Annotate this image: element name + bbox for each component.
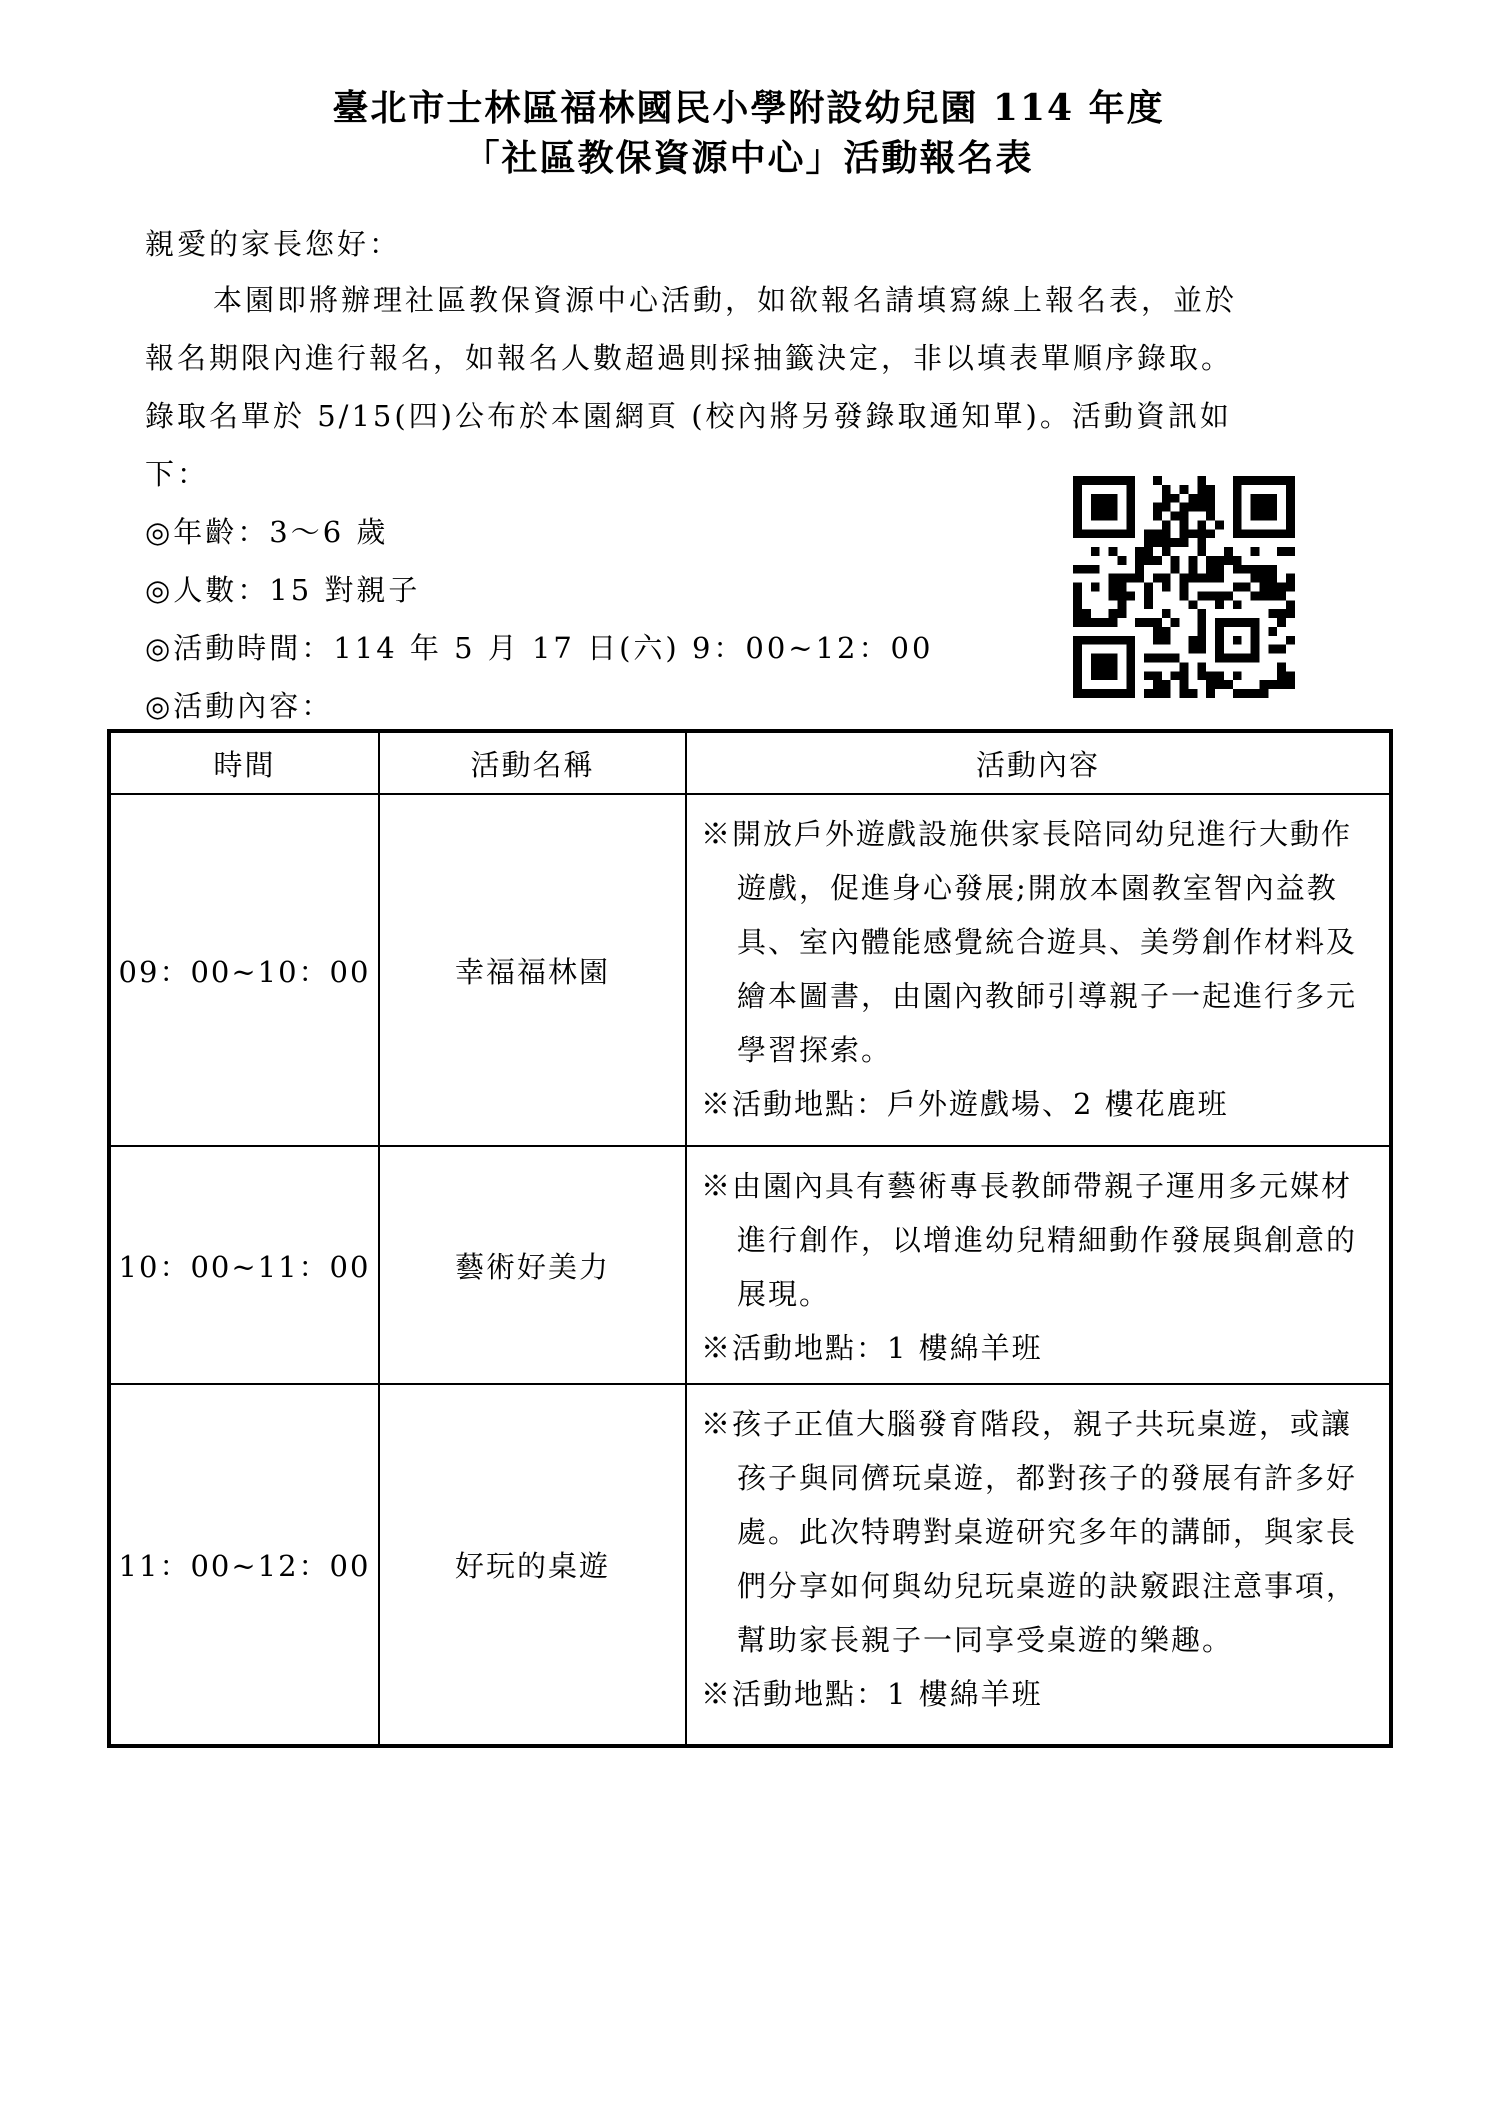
qr-module	[1162, 494, 1171, 503]
qr-module	[1162, 654, 1171, 663]
qr-module	[1259, 591, 1268, 600]
qr-module	[1259, 680, 1268, 689]
qr-module	[1197, 503, 1206, 512]
intro-line-4: 下：	[145, 457, 210, 491]
row-activity-name: 好玩的桌遊	[379, 1384, 686, 1746]
qr-module	[1197, 662, 1206, 671]
qr-module	[1224, 680, 1233, 689]
qr-module	[1215, 565, 1224, 574]
qr-module	[1233, 556, 1242, 565]
qr-module	[1188, 600, 1197, 609]
qr-module	[1197, 671, 1206, 680]
qr-module	[1259, 583, 1268, 592]
qr-module	[1224, 556, 1233, 565]
qr-module	[1180, 689, 1189, 698]
qr-module	[1206, 529, 1215, 538]
info-age: ◎年齡：3～6 歲	[145, 515, 389, 549]
row-activity-name: 幸福福林園	[379, 794, 686, 1146]
qr-module	[1286, 574, 1295, 583]
qr-module	[1259, 565, 1268, 574]
qr-module	[1117, 600, 1126, 609]
qr-module	[1197, 476, 1206, 485]
qr-module	[1180, 503, 1189, 512]
qr-module	[1206, 591, 1215, 600]
qr-module	[1162, 485, 1171, 494]
qr-module	[1082, 565, 1091, 574]
qr-module	[1171, 618, 1180, 627]
row-description: ※由園內具有藝術專長教師帶親子運用多元媒材進行創作，以增進幼兒精細動作發展與創意的展現。	[701, 1169, 1358, 1311]
qr-module	[1197, 609, 1206, 618]
qr-module	[1117, 556, 1126, 565]
qr-module	[1117, 609, 1126, 618]
info-count: ◎人數：15 對親子	[145, 573, 421, 607]
qr-module	[1188, 574, 1197, 583]
qr-module	[1197, 529, 1206, 538]
qr-module	[1180, 671, 1189, 680]
qr-module	[1277, 583, 1286, 592]
qr-module	[1153, 618, 1162, 627]
qr-module	[1215, 591, 1224, 600]
qr-module	[1233, 583, 1242, 592]
qr-module	[1215, 556, 1224, 565]
qr-module	[1153, 671, 1162, 680]
header-activity-content: 活動內容	[686, 731, 1391, 794]
qr-module	[1188, 494, 1197, 503]
row-activity-content	[686, 1384, 1391, 1746]
qr-module	[1215, 574, 1224, 583]
qr-module	[1162, 529, 1171, 538]
qr-module	[1188, 636, 1197, 645]
qr-module	[1251, 547, 1260, 556]
qr-module	[1144, 556, 1153, 565]
qr-module	[1268, 583, 1277, 592]
qr-module	[1109, 547, 1118, 556]
qr-module	[1135, 556, 1144, 565]
qr-module	[1162, 520, 1171, 529]
qr-module	[1144, 671, 1153, 680]
qr-module	[1268, 574, 1277, 583]
qr-module	[1286, 547, 1295, 556]
qr-module	[1180, 591, 1189, 600]
qr-module	[1188, 645, 1197, 654]
row-description: ※孩子正值大腦發育階段，親子共玩桌遊，或讓孩子與同儕玩桌遊，都對孩子的發展有許多好處。此次特聘對桌遊研究多年的講師，與家長們分享如何與幼兒玩桌遊的訣竅跟注意事項，幫助家長親子一同享受桌遊的樂趣。	[701, 1407, 1358, 1657]
qr-module	[1259, 574, 1268, 583]
qr-module	[1162, 583, 1171, 592]
qr-module	[1073, 600, 1082, 609]
qr-module	[1153, 512, 1162, 521]
qr-module	[1251, 574, 1260, 583]
qr-module	[1224, 547, 1233, 556]
qr-module	[1171, 494, 1180, 503]
qr-module	[1144, 583, 1153, 592]
qr-module	[1091, 583, 1100, 592]
qr-module	[1144, 529, 1153, 538]
qr-module	[1162, 609, 1171, 618]
qr-module	[1188, 503, 1197, 512]
qr-module	[1144, 538, 1153, 547]
qr-module	[1206, 503, 1215, 512]
qr-module	[1144, 600, 1153, 609]
qr-module	[1162, 627, 1171, 636]
qr-module	[1242, 689, 1251, 698]
qr-module	[1109, 591, 1118, 600]
qr-module	[1126, 574, 1135, 583]
row-activity-content	[686, 1146, 1391, 1384]
intro-line-3: 錄取名單於 5/15(四)公布於本園網頁 (校內將另發錄取通知單)。活動資訊如	[145, 399, 1232, 433]
qr-module	[1224, 591, 1233, 600]
table-row	[109, 1146, 1391, 1384]
qr-module	[1233, 689, 1242, 698]
qr-module	[1153, 503, 1162, 512]
table-header-row	[109, 731, 1391, 794]
qr-module	[1109, 574, 1118, 583]
qr-module	[1153, 476, 1162, 485]
row-time: 10：00~11：00	[109, 1146, 379, 1384]
qr-module	[1073, 583, 1082, 592]
qr-module	[1162, 680, 1171, 689]
qr-module	[1206, 574, 1215, 583]
qr-module	[1286, 600, 1295, 609]
qr-module	[1206, 485, 1215, 494]
qr-module	[1162, 503, 1171, 512]
qr-module	[1206, 512, 1215, 521]
qr-module	[1082, 609, 1091, 618]
qr-module	[1197, 538, 1206, 547]
row-location: ※活動地點：戶外遊戲場、2 樓花鹿班	[701, 1087, 1229, 1121]
greeting: 親愛的家長您好：	[145, 227, 402, 261]
qr-module	[1242, 565, 1251, 574]
row-activity-content	[686, 794, 1391, 1146]
qr-module	[1197, 645, 1206, 654]
qr-module	[1197, 618, 1206, 627]
qr-module	[1206, 671, 1215, 680]
qr-module	[1242, 583, 1251, 592]
document-title-line1: 臺北市士林區福林國民小學附設幼兒園 114 年度	[332, 87, 1165, 129]
qr-module	[1091, 618, 1100, 627]
qr-module	[1073, 591, 1082, 600]
qr-module	[1197, 591, 1206, 600]
intro-line-1: 本園即將辦理社區教保資源中心活動，如欲報名請填寫線上報名表，並於	[213, 283, 1238, 317]
qr-module	[1277, 671, 1286, 680]
qr-module	[1171, 556, 1180, 565]
info-time: ◎活動時間：114 年 5 月 17 日(六) 9：00~12：00	[145, 631, 934, 665]
qr-module	[1233, 600, 1242, 609]
qr-module	[1233, 565, 1242, 574]
qr-module	[1171, 512, 1180, 521]
qr-module	[1135, 574, 1144, 583]
qr-module	[1268, 609, 1277, 618]
qr-module	[1153, 574, 1162, 583]
qr-module	[1215, 680, 1224, 689]
qr-module	[1135, 565, 1144, 574]
qr-module	[1073, 565, 1082, 574]
info-content-label: ◎活動內容：	[145, 689, 334, 723]
qr-module	[1268, 645, 1277, 654]
qr-module	[1135, 618, 1144, 627]
qr-module	[1206, 680, 1215, 689]
qr-module	[1268, 680, 1277, 689]
header-time: 時間	[109, 731, 379, 794]
qr-module	[1206, 494, 1215, 503]
qr-module	[1153, 654, 1162, 663]
qr-module	[1100, 618, 1109, 627]
row-description: ※開放戶外遊戲設施供家長陪同幼兒進行大動作遊戲，促進身心發展;開放本園教室智內益教具、室內體能感覺統合遊具、美勞創作材料及繪本圖書，由園內教師引導親子一起進行多元學習探索。	[701, 817, 1358, 1067]
qr-module	[1277, 645, 1286, 654]
qr-module	[1197, 494, 1206, 503]
qr-module	[1197, 636, 1206, 645]
row-time: 11：00~12：00	[109, 1384, 379, 1746]
qr-module	[1162, 538, 1171, 547]
qr-module	[1277, 680, 1286, 689]
qr-module	[1206, 565, 1215, 574]
qr-module	[1215, 520, 1224, 529]
qr-module	[1153, 538, 1162, 547]
qr-module	[1082, 618, 1091, 627]
qr-module	[1286, 636, 1295, 645]
qr-module	[1268, 591, 1277, 600]
qr-module	[1251, 565, 1260, 574]
qr-module	[1206, 556, 1215, 565]
qr-module	[1117, 591, 1126, 600]
qr-module	[1180, 583, 1189, 592]
qr-module	[1144, 654, 1153, 663]
qr-module	[1162, 689, 1171, 698]
qr-module	[1153, 636, 1162, 645]
qr-module	[1180, 662, 1189, 671]
qr-module	[1153, 529, 1162, 538]
qr-module	[1144, 689, 1153, 698]
qr-module	[1286, 671, 1295, 680]
qr-module	[1109, 583, 1118, 592]
qr-module	[1091, 547, 1100, 556]
qr-module	[1277, 547, 1286, 556]
qr-module	[1277, 609, 1286, 618]
qr-module	[1251, 591, 1260, 600]
activity-schedule-table	[107, 729, 1393, 1748]
qr-module	[1197, 485, 1206, 494]
qr-module	[1073, 618, 1082, 627]
qr-module	[1233, 671, 1242, 680]
qr-module	[1268, 565, 1277, 574]
qr-module	[1268, 627, 1277, 636]
qr-module	[1188, 565, 1197, 574]
table-row	[109, 1384, 1391, 1746]
header-activity-name: 活動名稱	[379, 731, 686, 794]
qr-module	[1215, 600, 1224, 609]
document-title-line2: 「社區教保資源中心」活動報名表	[463, 137, 1034, 179]
qr-module	[1188, 529, 1197, 538]
qr-module	[1117, 583, 1126, 592]
qr-module	[1153, 556, 1162, 565]
table-row	[109, 794, 1391, 1146]
qr-module	[1153, 689, 1162, 698]
qr-module	[1162, 574, 1171, 583]
qr-module	[1144, 591, 1153, 600]
qr-module	[1180, 520, 1189, 529]
qr-module	[1153, 627, 1162, 636]
qr-module	[1171, 671, 1180, 680]
qr-module	[1180, 538, 1189, 547]
qr-module	[1180, 512, 1189, 521]
qr-module	[1215, 671, 1224, 680]
qr-module	[1144, 547, 1153, 556]
qr-module	[1171, 538, 1180, 547]
row-location: ※活動地點：1 樓綿羊班	[701, 1331, 1043, 1365]
qr-module	[1162, 547, 1171, 556]
qr-module	[1180, 485, 1189, 494]
qr-module	[1188, 689, 1197, 698]
qr-module	[1286, 609, 1295, 618]
qr-module	[1259, 689, 1268, 698]
qr-module	[1171, 565, 1180, 574]
qr-module	[1091, 565, 1100, 574]
qr-module	[1197, 574, 1206, 583]
registration-qr-code[interactable]	[1073, 476, 1295, 698]
qr-module	[1188, 556, 1197, 565]
qr-module	[1206, 689, 1215, 698]
qr-module	[1277, 591, 1286, 600]
row-activity-name: 藝術好美力	[379, 1146, 686, 1384]
qr-module	[1180, 680, 1189, 689]
qr-module	[1117, 574, 1126, 583]
qr-module	[1109, 618, 1118, 627]
qr-module	[1251, 689, 1260, 698]
row-time: 09：00~10：00	[109, 794, 379, 1146]
qr-module	[1126, 591, 1135, 600]
qr-module	[1073, 609, 1082, 618]
qr-module	[1180, 574, 1189, 583]
qr-module	[1162, 636, 1171, 645]
qr-module	[1286, 583, 1295, 592]
qr-module	[1197, 547, 1206, 556]
qr-module	[1277, 618, 1286, 627]
qr-module	[1286, 680, 1295, 689]
qr-module	[1144, 618, 1153, 627]
qr-module	[1180, 529, 1189, 538]
qr-module	[1135, 547, 1144, 556]
qr-module	[1197, 627, 1206, 636]
qr-module	[1153, 680, 1162, 689]
qr-module	[1171, 654, 1180, 663]
qr-module	[1109, 609, 1118, 618]
row-location: ※活動地點：1 樓綿羊班	[701, 1677, 1043, 1711]
qr-module	[1197, 520, 1206, 529]
qr-module	[1277, 662, 1286, 671]
intro-line-2: 報名期限內進行報名，如報名人數超過則採抽籤決定，非以填表單順序錄取。	[145, 341, 1234, 375]
